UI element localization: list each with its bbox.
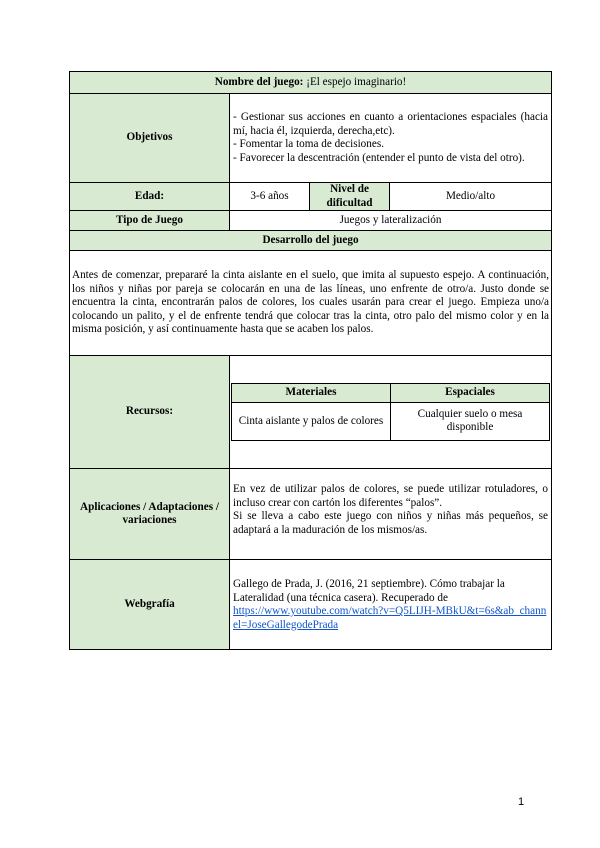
objectives-content [230, 94, 552, 183]
materials-value: Cinta aislante y palos de colores [232, 402, 391, 440]
age-row [70, 183, 552, 211]
game-type-value: Juegos y lateralización [230, 211, 552, 231]
age-value: 3-6 años [230, 183, 310, 211]
objective-item: - Favorecer la descentración (entender el punto de vista del otro). [233, 151, 525, 164]
webography-label: Webgrafía [70, 560, 230, 650]
resources-content [230, 356, 552, 469]
objectives-label: Objetivos [70, 94, 230, 183]
game-name-value: ¡El espejo imaginario! [303, 75, 407, 88]
webography-citation: Gallego de Prada, J. (2016, 21 septiembre). Cómo trabajar la Lateralidad (una técnica casera). Recuperado de [233, 578, 505, 604]
game-type-row [70, 211, 552, 231]
objective-item: - Gestionar sus acciones en cuanto a orientaciones espaciales (hacia mí, hacia él, izquierda, derecha,etc). [233, 111, 549, 137]
webography-content [230, 560, 552, 650]
development-text: Antes de comenzar, prepararé la cinta aislante en el suelo, que imita al supuesto espejo. A continuación, los niños y niñas por pareja se colocarán en una de las líneas, uno enfrente de otro/a. Justo donde se encuentra la cinta, encontrarán palos de colores, los cuales usarán para crear el juego. Empieza uno/a colocando un palito, y el de enfrente tendrá que colocar tras la cinta, otro palo del mismo color y en la misma posición, y así continuamente hasta que se acaben los palos. [70, 251, 552, 356]
objective-item: - Fomentar la toma de decisiones. [233, 138, 384, 150]
game-table [69, 71, 552, 650]
development-row [70, 251, 552, 356]
objectives-row [70, 94, 552, 183]
webography-row [70, 560, 552, 650]
applications-content [230, 469, 552, 560]
resources-row [70, 356, 552, 469]
spatial-value: Cualquier suelo o mesa disponible [391, 402, 550, 440]
development-header-row [70, 231, 552, 251]
game-name-cell [70, 72, 552, 94]
applications-label: Aplicaciones / Adaptaciones / variaciones [70, 469, 230, 560]
application-item: En vez de utilizar palos de colores, se puede utilizar rotuladores, o incluso crear con cartón los diferentes “palos”. [233, 483, 549, 509]
spatial-header: Espaciales [391, 384, 550, 403]
resources-label: Recursos: [70, 356, 230, 469]
game-name-label: Nombre del juego: [214, 75, 304, 88]
difficulty-label: Nivel de dificultad [310, 183, 390, 211]
difficulty-value: Medio/alto [390, 183, 552, 211]
game-type-label: Tipo de Juego [70, 211, 230, 231]
materials-header: Materiales [232, 384, 391, 403]
game-name-row [70, 72, 552, 94]
game-sheet [69, 71, 551, 650]
webography-link[interactable]: https://www.youtube.com/watch?v=Q5LIJH-MBkU&t=6s&ab_channel=JoseGallegodePrada [233, 605, 547, 631]
age-label: Edad: [70, 183, 230, 211]
page-number: 1 [518, 796, 525, 808]
resources-table [231, 383, 550, 441]
application-item: Si se lleva a cabo este juego con niños y niñas más pequeños, se adaptará a la maduración de los mismos/as. [233, 510, 549, 536]
applications-row [70, 469, 552, 560]
development-label: Desarrollo del juego [70, 231, 552, 251]
